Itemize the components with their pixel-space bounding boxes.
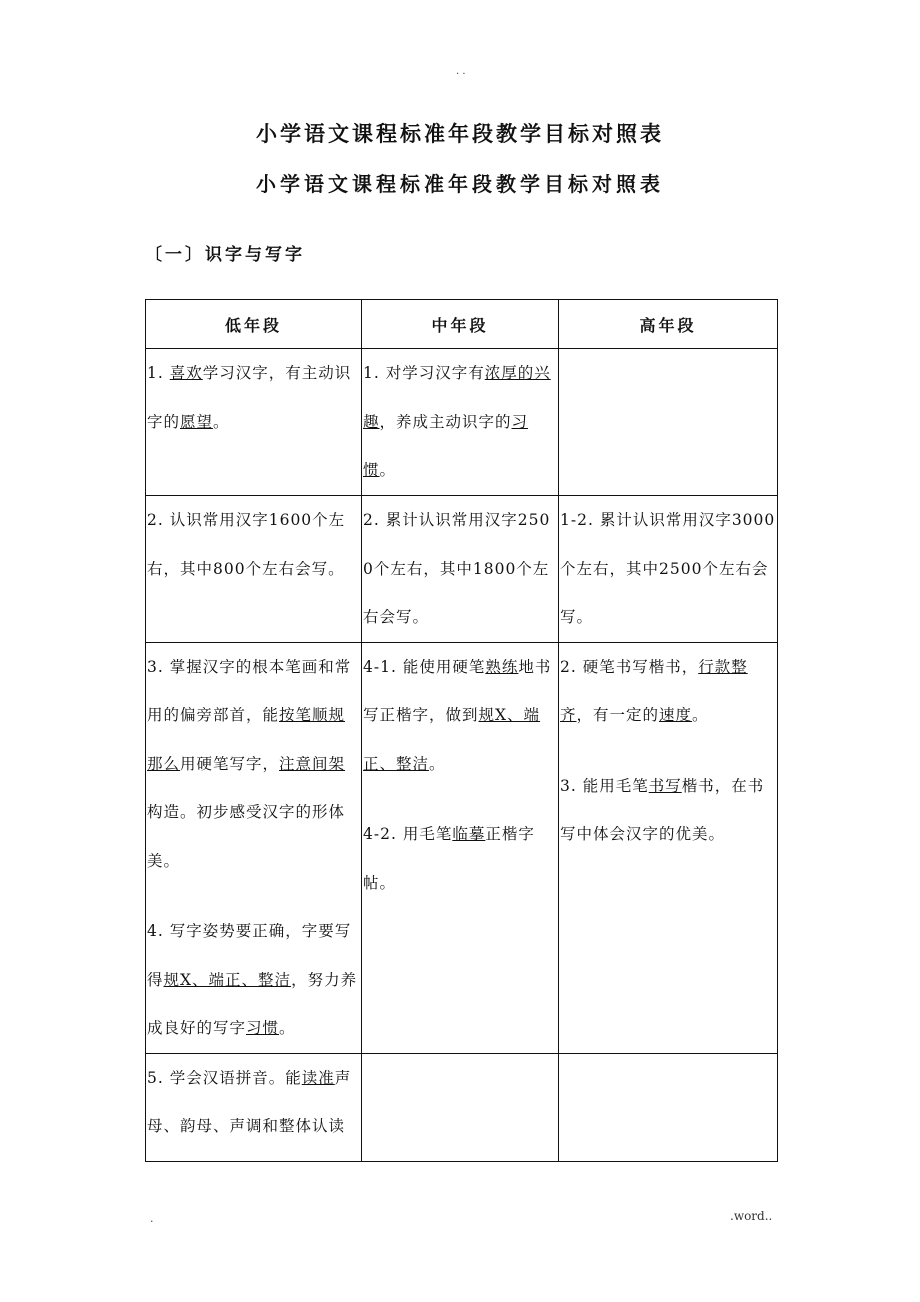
underlined-term: 习惯: [246, 1019, 280, 1037]
header-mark: · ·: [456, 69, 466, 80]
text-run: 3. 能用毛笔: [560, 776, 649, 795]
underlined-term: 按笔顺规那么: [147, 706, 346, 773]
table-row: [146, 349, 778, 496]
text-run: 3. 掌握汉字的根本笔画和常用的偏旁部首，能: [147, 657, 352, 724]
cell-low: [146, 1053, 362, 1161]
text-run: 地书写正楷字，做到: [363, 657, 552, 724]
text-run: 2. 认识常用汉字1600个左右，其中800个左右会写。: [147, 511, 346, 578]
cell-high: [559, 496, 778, 643]
document-title: 小学语文课程标准年段教学目标对照表: [256, 122, 664, 146]
table-row: [146, 496, 778, 643]
objective-text: [147, 349, 360, 446]
underlined-term: 读准: [301, 1068, 335, 1087]
underlined-term: 注意间架: [279, 754, 346, 773]
underlined-term: 熟练: [485, 657, 519, 676]
objectives-table: [145, 299, 778, 1162]
cell-low: [146, 642, 362, 1053]
text-run: 2. 硬笔书写楷书，: [560, 657, 699, 676]
objective-text: [560, 496, 776, 642]
table-header-row: [146, 300, 778, 349]
text-run: 4-2. 用毛笔: [363, 825, 453, 843]
document-subtitle: 小学语文课程标准年段教学目标对照表: [256, 172, 664, 196]
text-run: 用硬笔写字，: [180, 754, 280, 773]
underlined-term: 书写: [648, 776, 682, 795]
cell-low: [146, 496, 362, 643]
cell-mid: [362, 349, 559, 496]
text-run: 。: [692, 706, 709, 724]
header-mid: 中年段: [362, 300, 559, 349]
footer-label: .word..: [730, 1209, 773, 1223]
table-row: [146, 642, 778, 1053]
text-run: 楷书，在书写中体会汉字的优美。: [560, 776, 765, 843]
objective-text: [363, 349, 557, 495]
cell-high: [559, 1053, 778, 1161]
objective-text: [147, 907, 360, 1053]
text-run: 。: [379, 461, 397, 479]
objective-text: [560, 762, 776, 859]
text-run: 构造。初步感受汉字的形体美。: [147, 803, 346, 870]
objective-text: [147, 1054, 360, 1151]
footer-left-mark: .: [150, 1212, 154, 1225]
underlined-term: 临摹: [452, 825, 486, 843]
underlined-term: 浓厚的兴趣: [363, 364, 551, 431]
text-run: ，有一定的: [576, 706, 660, 724]
cell-high: [559, 349, 778, 496]
underlined-term: 愿望: [180, 412, 214, 431]
text-run: 。: [429, 754, 446, 773]
text-run: 声母、韵母、声调和整体认读: [147, 1068, 352, 1135]
underlined-term: 速度: [659, 706, 693, 724]
objective-text: [560, 643, 776, 740]
cell-mid: [362, 1053, 559, 1161]
text-run: ，努力养成良好的写字: [147, 970, 358, 1037]
underlined-term: 习惯: [363, 412, 529, 479]
objective-text: [147, 496, 360, 593]
text-run: 。: [279, 1019, 296, 1037]
text-run: 2. 累计认识常用汉字2500个左右，其中1800个左右会写。: [363, 511, 551, 626]
underlined-term: 规X、端正、整洁: [363, 706, 541, 773]
objective-text: [363, 643, 557, 789]
cell-mid: [362, 496, 559, 643]
text-run: 正楷字帖。: [363, 825, 535, 892]
section-heading: 〔一〕识字与写字: [145, 245, 305, 265]
header-low: 低年段: [146, 300, 362, 349]
underlined-term: 喜欢: [169, 364, 203, 382]
underlined-term: 规X、端正、整洁: [163, 970, 292, 989]
objective-text: [363, 810, 557, 907]
text-run: 1.: [147, 364, 170, 382]
text-run: ，养成主动识字的: [379, 412, 512, 431]
text-run: 学习汉字，有主动识字的: [147, 364, 352, 431]
header-high: 高年段: [559, 300, 778, 349]
text-run: 4-1. 能使用硬笔: [363, 657, 486, 676]
text-run: 。: [213, 412, 230, 431]
text-run: 4. 写字姿势要正确，字要写得: [147, 922, 352, 989]
cell-high: [559, 642, 778, 1053]
underlined-term: 行款整齐: [560, 657, 748, 724]
cell-low: [146, 349, 362, 496]
cell-mid: [362, 642, 559, 1053]
objective-text: [363, 496, 557, 642]
text-run: 1-2. 累计认识常用汉字3000个左右，其中2500个左右会写。: [560, 511, 776, 626]
objective-text: [147, 643, 360, 886]
text-run: 5. 学会汉语拼音。能: [147, 1068, 302, 1087]
text-run: 1. 对学习汉字有: [363, 364, 485, 382]
table-row: [146, 1053, 778, 1161]
